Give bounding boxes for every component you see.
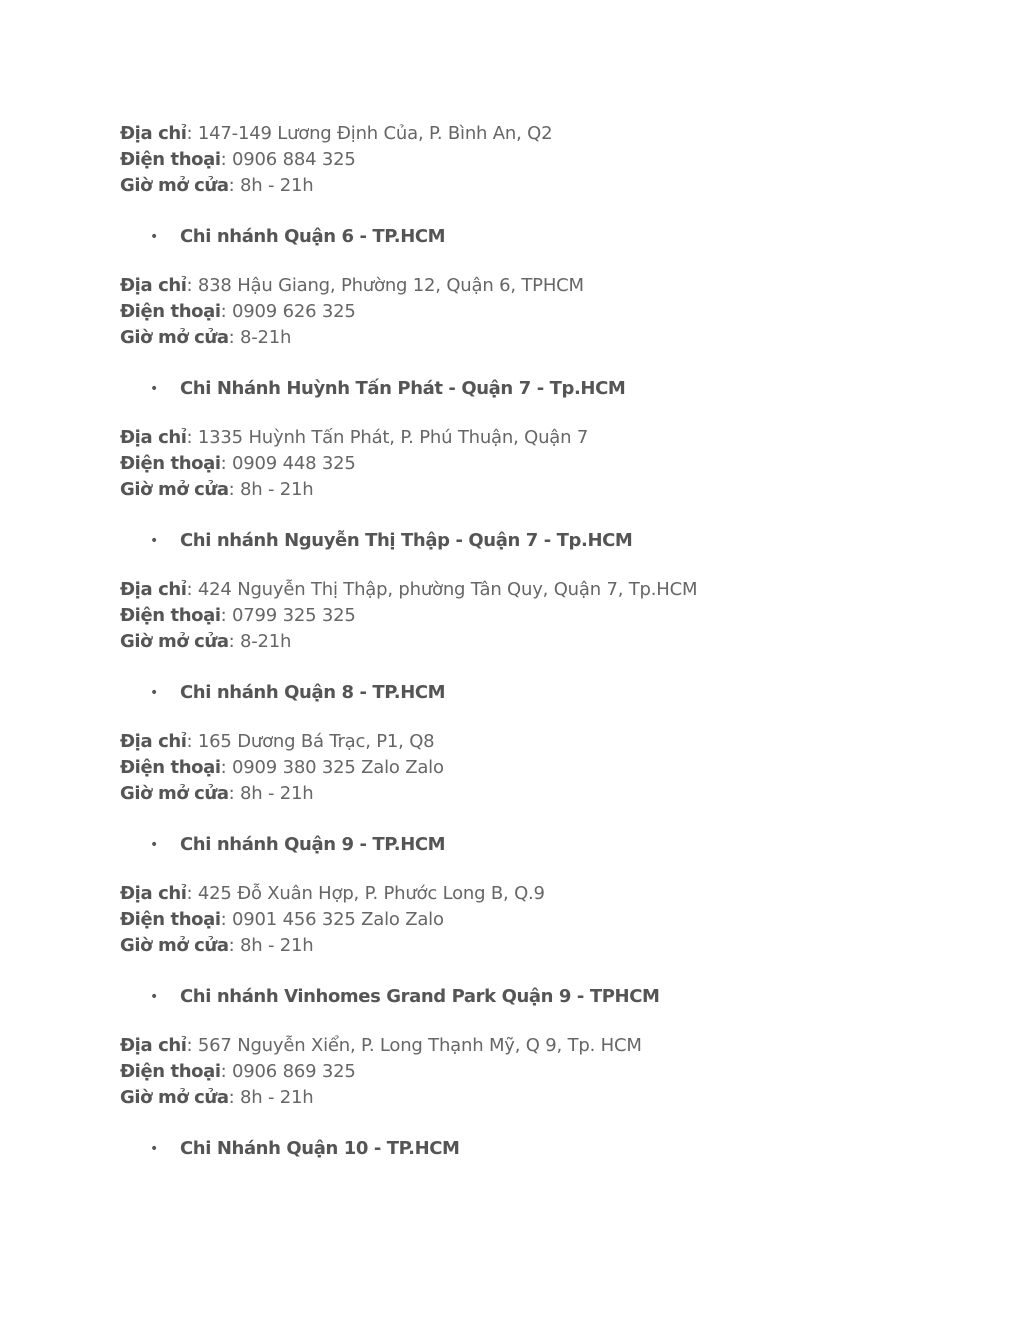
phone-value: : 0906 884 325 (220, 149, 356, 170)
branch-heading (150, 832, 445, 858)
address-value: : 425 Đỗ Xuân Hợp, P. Phước Long B, Q.9 (186, 883, 545, 904)
hours-label: Giờ mở cửa (120, 783, 229, 804)
address-value: : 567 Nguyễn Xiển, P. Long Thạnh Mỹ, Q 9, Tp. HCM (186, 1035, 642, 1056)
address-value: : 1335 Huỳnh Tấn Phát, P. Phú Thuận, Quận 7 (186, 427, 589, 448)
branch-heading (150, 1136, 460, 1162)
address-label: Địa chỉ (120, 731, 187, 752)
bullet-icon: • (150, 685, 158, 701)
phone-value: : 0909 380 325 Zalo Zalo (220, 757, 444, 778)
phone-label: Điện thoại (120, 757, 221, 778)
address-label: Địa chỉ (120, 1035, 187, 1056)
phone-label: Điện thoại (120, 909, 221, 930)
phone-value: : 0909 448 325 (220, 453, 356, 474)
phone-line (120, 451, 356, 477)
hours-line (120, 933, 314, 959)
branch-title: Chi nhánh Quận 8 - TP.HCM (180, 682, 446, 703)
phone-value: : 0901 456 325 Zalo Zalo (220, 909, 444, 930)
phone-line (120, 1059, 356, 1085)
bullet-icon: • (150, 533, 158, 549)
address-line (120, 121, 552, 147)
bullet-icon: • (150, 381, 158, 397)
hours-line (120, 1085, 314, 1111)
address-label: Địa chỉ (120, 123, 187, 144)
hours-value: : 8h - 21h (228, 479, 314, 500)
branch-heading (150, 224, 445, 250)
hours-line (120, 629, 291, 655)
address-value: : 147-149 Lương Định Của, P. Bình An, Q2 (186, 123, 553, 144)
bullet-icon: • (150, 989, 158, 1005)
hours-line (120, 781, 314, 807)
phone-line (120, 299, 356, 325)
branch-heading (150, 376, 625, 402)
hours-value: : 8h - 21h (228, 935, 314, 956)
address-line (120, 729, 434, 755)
address-label: Địa chỉ (120, 883, 187, 904)
branch-title: Chi nhánh Vinhomes Grand Park Quận 9 - TPHCM (180, 986, 660, 1007)
branch-title: Chi Nhánh Huỳnh Tấn Phát - Quận 7 - Tp.HCM (180, 378, 626, 399)
hours-label: Giờ mở cửa (120, 631, 229, 652)
phone-label: Điện thoại (120, 149, 221, 170)
hours-label: Giờ mở cửa (120, 935, 229, 956)
address-value: : 165 Dương Bá Trạc, P1, Q8 (186, 731, 435, 752)
address-value: : 424 Nguyễn Thị Thập, phường Tân Quy, Quận 7, Tp.HCM (186, 579, 698, 600)
address-line (120, 577, 697, 603)
hours-line (120, 173, 314, 199)
hours-label: Giờ mở cửa (120, 479, 229, 500)
branch-title: Chi Nhánh Quận 10 - TP.HCM (180, 1138, 460, 1159)
phone-label: Điện thoại (120, 453, 221, 474)
address-label: Địa chỉ (120, 427, 187, 448)
phone-label: Điện thoại (120, 605, 221, 626)
hours-value: : 8h - 21h (228, 783, 314, 804)
hours-value: : 8-21h (228, 327, 292, 348)
address-line (120, 273, 584, 299)
phone-line (120, 907, 444, 933)
branch-title: Chi nhánh Nguyễn Thị Thập - Quận 7 - Tp.HCM (180, 530, 633, 551)
phone-label: Điện thoại (120, 1061, 221, 1082)
hours-label: Giờ mở cửa (120, 175, 229, 196)
branch-heading (150, 984, 660, 1010)
phone-value: : 0909 626 325 (220, 301, 356, 322)
address-value: : 838 Hậu Giang, Phường 12, Quận 6, TPHCM (186, 275, 584, 296)
hours-line (120, 477, 314, 503)
address-line (120, 425, 588, 451)
branch-title: Chi nhánh Quận 6 - TP.HCM (180, 226, 446, 247)
branch-heading (150, 528, 632, 554)
branch-title: Chi nhánh Quận 9 - TP.HCM (180, 834, 446, 855)
phone-value: : 0906 869 325 (220, 1061, 356, 1082)
bullet-icon: • (150, 229, 158, 245)
address-label: Địa chỉ (120, 579, 187, 600)
hours-value: : 8-21h (228, 631, 292, 652)
phone-line (120, 147, 356, 173)
phone-label: Điện thoại (120, 301, 221, 322)
address-label: Địa chỉ (120, 275, 187, 296)
address-line (120, 1033, 642, 1059)
hours-label: Giờ mở cửa (120, 1087, 229, 1108)
hours-value: : 8h - 21h (228, 1087, 314, 1108)
phone-line (120, 603, 356, 629)
phone-line (120, 755, 444, 781)
branch-heading (150, 680, 445, 706)
phone-value: : 0799 325 325 (220, 605, 356, 626)
bullet-icon: • (150, 837, 158, 853)
address-line (120, 881, 545, 907)
hours-label: Giờ mở cửa (120, 327, 229, 348)
hours-line (120, 325, 291, 351)
bullet-icon: • (150, 1141, 158, 1157)
hours-value: : 8h - 21h (228, 175, 314, 196)
